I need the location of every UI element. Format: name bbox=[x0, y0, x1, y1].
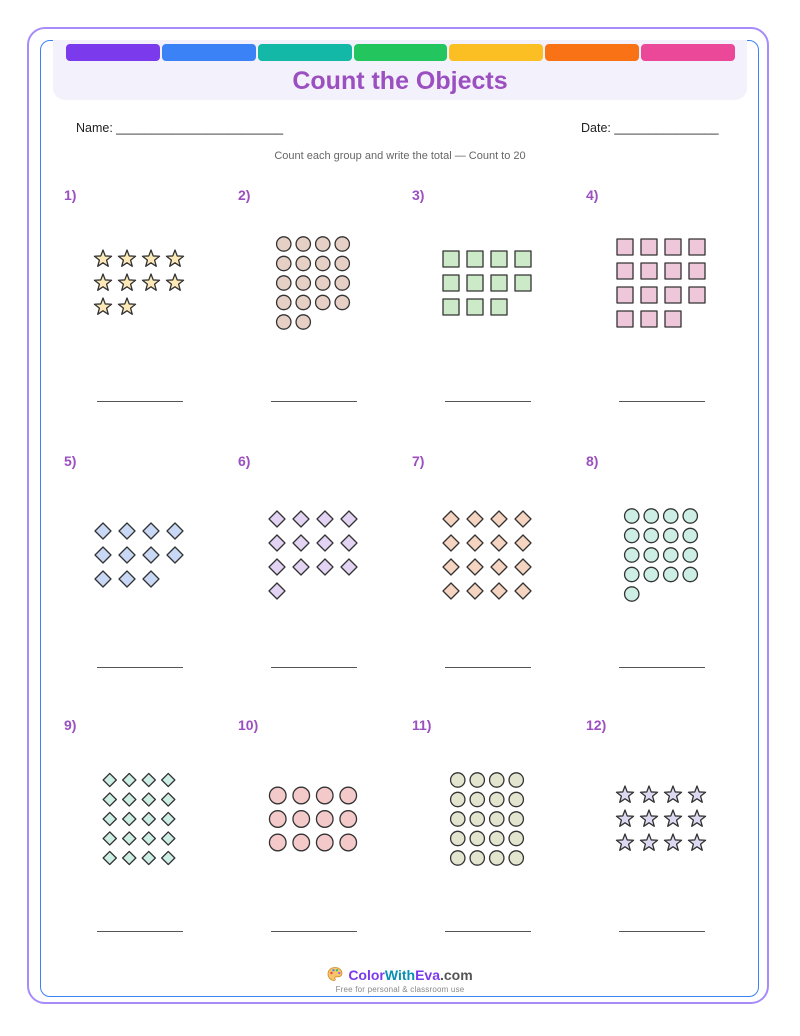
circle-object bbox=[277, 276, 291, 290]
diamond-object bbox=[293, 511, 309, 527]
object-group bbox=[64, 187, 238, 387]
diamond-object bbox=[167, 547, 183, 563]
brand-color-text: Color bbox=[348, 967, 385, 983]
object-group bbox=[412, 453, 586, 653]
problem-number: 8) bbox=[586, 453, 599, 469]
object-group bbox=[586, 717, 760, 917]
diamond-object bbox=[467, 559, 483, 575]
circle-object bbox=[293, 787, 310, 804]
answer-line bbox=[271, 931, 357, 932]
diamond-object bbox=[123, 812, 136, 825]
circle-object bbox=[664, 567, 678, 581]
circle-object bbox=[296, 256, 310, 270]
circle-object bbox=[296, 276, 310, 290]
circle-object bbox=[470, 831, 484, 845]
circle-object bbox=[490, 851, 504, 865]
circle-object bbox=[316, 276, 330, 290]
square-object bbox=[443, 275, 459, 291]
answer-line bbox=[97, 667, 183, 668]
answer-line bbox=[445, 401, 531, 402]
color-bar-segment bbox=[545, 44, 639, 61]
answer-line bbox=[445, 931, 531, 932]
circle-object bbox=[277, 237, 291, 251]
problem-number: 10) bbox=[238, 717, 259, 733]
circle-object bbox=[340, 787, 357, 804]
diamond-object bbox=[341, 511, 357, 527]
circle-object bbox=[316, 811, 333, 828]
diamond-object bbox=[143, 547, 159, 563]
diamond-object bbox=[103, 812, 116, 825]
square-object bbox=[641, 263, 657, 279]
star-object bbox=[688, 834, 705, 850]
square-object bbox=[443, 299, 459, 315]
star-object bbox=[142, 250, 159, 266]
diamond-object bbox=[467, 511, 483, 527]
color-bar-segment bbox=[258, 44, 352, 61]
problem-cell bbox=[586, 187, 760, 437]
square-object bbox=[515, 251, 531, 267]
diamond-object bbox=[95, 547, 111, 563]
diamond-object bbox=[293, 559, 309, 575]
diamond-object bbox=[162, 773, 175, 786]
star-object bbox=[640, 810, 657, 826]
diamond-object bbox=[269, 535, 285, 551]
star-object bbox=[142, 274, 159, 290]
diamond-object bbox=[467, 583, 483, 599]
problem-cell bbox=[412, 187, 586, 437]
circle-object bbox=[451, 831, 465, 845]
object-group bbox=[64, 717, 238, 917]
problem-number: 7) bbox=[412, 453, 425, 469]
circle-object bbox=[683, 567, 697, 581]
circle-object bbox=[340, 834, 357, 851]
diamond-object bbox=[515, 559, 531, 575]
problem-number: 4) bbox=[586, 187, 599, 203]
object-group bbox=[238, 453, 412, 653]
diamond-object bbox=[269, 583, 285, 599]
circle-object bbox=[277, 295, 291, 309]
diamond-object bbox=[143, 571, 159, 587]
circle-object bbox=[277, 256, 291, 270]
star-object bbox=[664, 810, 681, 826]
circle-object bbox=[335, 295, 349, 309]
diamond-object bbox=[103, 832, 116, 845]
problem-number: 3) bbox=[412, 187, 425, 203]
diamond-object bbox=[103, 851, 116, 864]
rainbow-color-bar bbox=[66, 44, 735, 61]
circle-object bbox=[470, 773, 484, 787]
diamond-object bbox=[491, 559, 507, 575]
star-object bbox=[166, 274, 183, 290]
brand-com-text: .com bbox=[440, 967, 473, 983]
circle-object bbox=[316, 256, 330, 270]
square-object bbox=[617, 239, 633, 255]
diamond-object bbox=[491, 583, 507, 599]
circle-object bbox=[451, 792, 465, 806]
problem-cell bbox=[412, 717, 586, 967]
object-group bbox=[586, 453, 760, 653]
square-object bbox=[491, 299, 507, 315]
color-bar-segment bbox=[641, 44, 735, 61]
diamond-object bbox=[142, 832, 155, 845]
circle-object bbox=[293, 811, 310, 828]
footer-brand bbox=[0, 966, 800, 985]
circle-object bbox=[269, 834, 286, 851]
circle-object bbox=[509, 792, 523, 806]
circle-object bbox=[644, 548, 658, 562]
problem-cell bbox=[64, 453, 238, 703]
diamond-object bbox=[341, 559, 357, 575]
answer-line bbox=[619, 667, 705, 668]
answer-line bbox=[271, 667, 357, 668]
star-object bbox=[664, 834, 681, 850]
diamond-object bbox=[491, 511, 507, 527]
diamond-object bbox=[123, 793, 136, 806]
circle-object bbox=[277, 315, 291, 329]
diamond-object bbox=[467, 535, 483, 551]
circle-object bbox=[509, 773, 523, 787]
circle-object bbox=[664, 548, 678, 562]
answer-line bbox=[619, 401, 705, 402]
star-object bbox=[640, 786, 657, 802]
diamond-object bbox=[162, 851, 175, 864]
circle-object bbox=[644, 509, 658, 523]
problem-cell bbox=[586, 453, 760, 703]
diamond-object bbox=[317, 511, 333, 527]
circle-object bbox=[293, 834, 310, 851]
circle-object bbox=[683, 509, 697, 523]
problem-cell bbox=[586, 717, 760, 967]
circle-object bbox=[451, 773, 465, 787]
square-object bbox=[689, 263, 705, 279]
circle-object bbox=[644, 567, 658, 581]
name-field: Name: ________________________ bbox=[76, 121, 284, 135]
brand-with-text: With bbox=[384, 967, 416, 983]
brand-eva-text: Eva bbox=[415, 967, 440, 983]
square-object bbox=[665, 287, 681, 303]
star-object bbox=[664, 786, 681, 802]
diamond-object bbox=[317, 559, 333, 575]
diamond-object bbox=[515, 511, 531, 527]
diamond-object bbox=[95, 571, 111, 587]
problem-cell bbox=[64, 717, 238, 967]
star-object bbox=[94, 250, 111, 266]
star-object bbox=[118, 298, 135, 314]
object-group bbox=[586, 187, 760, 387]
circle-object bbox=[490, 831, 504, 845]
color-bar-segment bbox=[354, 44, 448, 61]
answer-line bbox=[619, 931, 705, 932]
answer-line bbox=[445, 667, 531, 668]
circle-object bbox=[683, 548, 697, 562]
diamond-object bbox=[167, 523, 183, 539]
circle-object bbox=[625, 587, 639, 601]
circle-object bbox=[644, 528, 658, 542]
problem-number: 2) bbox=[238, 187, 251, 203]
instructions: Count each group and write the total — Count to 20 bbox=[274, 150, 526, 162]
diamond-object bbox=[515, 535, 531, 551]
diamond-object bbox=[515, 583, 531, 599]
circle-object bbox=[490, 812, 504, 826]
diamond-object bbox=[443, 583, 459, 599]
circle-object bbox=[509, 812, 523, 826]
circle-object bbox=[335, 256, 349, 270]
color-bar-segment bbox=[449, 44, 543, 61]
diamond-object bbox=[293, 535, 309, 551]
diamond-object bbox=[317, 535, 333, 551]
square-object bbox=[617, 263, 633, 279]
diamond-object bbox=[269, 511, 285, 527]
star-object bbox=[640, 834, 657, 850]
circle-object bbox=[470, 851, 484, 865]
problem-cell bbox=[238, 187, 412, 437]
circle-object bbox=[625, 528, 639, 542]
diamond-object bbox=[143, 523, 159, 539]
answer-line bbox=[97, 931, 183, 932]
diamond-object bbox=[119, 547, 135, 563]
circle-object bbox=[509, 831, 523, 845]
problem-cell bbox=[64, 187, 238, 437]
diamond-object bbox=[142, 812, 155, 825]
circle-object bbox=[316, 237, 330, 251]
problem-number: 11) bbox=[412, 717, 432, 733]
square-object bbox=[467, 251, 483, 267]
object-group bbox=[64, 453, 238, 653]
diamond-object bbox=[119, 523, 135, 539]
square-object bbox=[491, 251, 507, 267]
diamond-object bbox=[341, 535, 357, 551]
star-object bbox=[616, 834, 633, 850]
problem-cell bbox=[238, 717, 412, 967]
circle-object bbox=[664, 528, 678, 542]
problem-number: 9) bbox=[64, 717, 77, 733]
diamond-object bbox=[443, 535, 459, 551]
circle-object bbox=[470, 792, 484, 806]
star-object bbox=[118, 274, 135, 290]
square-object bbox=[515, 275, 531, 291]
circle-object bbox=[451, 851, 465, 865]
diamond-object bbox=[119, 571, 135, 587]
footer-tagline: Free for personal & classroom use bbox=[335, 985, 465, 994]
circle-object bbox=[664, 509, 678, 523]
answer-line bbox=[97, 401, 183, 402]
circle-object bbox=[509, 851, 523, 865]
square-object bbox=[467, 299, 483, 315]
square-object bbox=[665, 311, 681, 327]
problem-number: 6) bbox=[238, 453, 251, 469]
circle-object bbox=[269, 811, 286, 828]
diamond-object bbox=[491, 535, 507, 551]
circle-object bbox=[625, 567, 639, 581]
footer bbox=[0, 966, 800, 994]
problem-number: 1) bbox=[64, 187, 77, 203]
color-bar-segment bbox=[66, 44, 160, 61]
circle-object bbox=[296, 237, 310, 251]
problem-number: 12) bbox=[586, 717, 607, 733]
object-group bbox=[412, 187, 586, 387]
star-object bbox=[94, 274, 111, 290]
square-object bbox=[641, 287, 657, 303]
square-object bbox=[617, 311, 633, 327]
star-object bbox=[688, 786, 705, 802]
circle-object bbox=[625, 509, 639, 523]
object-group bbox=[412, 717, 586, 917]
square-object bbox=[641, 311, 657, 327]
circle-object bbox=[340, 811, 357, 828]
circle-object bbox=[296, 315, 310, 329]
diamond-object bbox=[443, 511, 459, 527]
diamond-object bbox=[162, 832, 175, 845]
square-object bbox=[617, 287, 633, 303]
star-object bbox=[616, 786, 633, 802]
circle-object bbox=[470, 812, 484, 826]
square-object bbox=[491, 275, 507, 291]
diamond-object bbox=[443, 559, 459, 575]
diamond-object bbox=[95, 523, 111, 539]
diamond-object bbox=[123, 773, 136, 786]
diamond-object bbox=[142, 793, 155, 806]
square-object bbox=[689, 239, 705, 255]
star-object bbox=[616, 810, 633, 826]
diamond-object bbox=[103, 773, 116, 786]
circle-object bbox=[316, 787, 333, 804]
diamond-object bbox=[269, 559, 285, 575]
square-object bbox=[443, 251, 459, 267]
circle-object bbox=[625, 548, 639, 562]
star-object bbox=[118, 250, 135, 266]
circle-object bbox=[296, 295, 310, 309]
palette-icon bbox=[327, 966, 343, 985]
circle-object bbox=[683, 528, 697, 542]
diamond-object bbox=[103, 793, 116, 806]
circle-object bbox=[490, 792, 504, 806]
square-object bbox=[467, 275, 483, 291]
problem-number: 5) bbox=[64, 453, 77, 469]
diamond-object bbox=[162, 812, 175, 825]
star-object bbox=[688, 810, 705, 826]
date-field: Date: _______________ bbox=[581, 121, 719, 135]
square-object bbox=[689, 287, 705, 303]
problem-cell bbox=[412, 453, 586, 703]
diamond-object bbox=[162, 793, 175, 806]
diamond-object bbox=[142, 851, 155, 864]
page-title: Count the Objects bbox=[292, 67, 508, 95]
diamond-object bbox=[123, 832, 136, 845]
circle-object bbox=[269, 787, 286, 804]
answer-line bbox=[271, 401, 357, 402]
object-group bbox=[238, 187, 412, 387]
problem-cell bbox=[238, 453, 412, 703]
diamond-object bbox=[123, 851, 136, 864]
star-object bbox=[166, 250, 183, 266]
circle-object bbox=[335, 276, 349, 290]
square-object bbox=[665, 239, 681, 255]
diamond-object bbox=[142, 773, 155, 786]
star-object bbox=[94, 298, 111, 314]
square-object bbox=[665, 263, 681, 279]
color-bar-segment bbox=[162, 44, 256, 61]
circle-object bbox=[316, 295, 330, 309]
circle-object bbox=[451, 812, 465, 826]
circle-object bbox=[490, 773, 504, 787]
circle-object bbox=[316, 834, 333, 851]
object-group bbox=[238, 717, 412, 917]
circle-object bbox=[335, 237, 349, 251]
square-object bbox=[641, 239, 657, 255]
